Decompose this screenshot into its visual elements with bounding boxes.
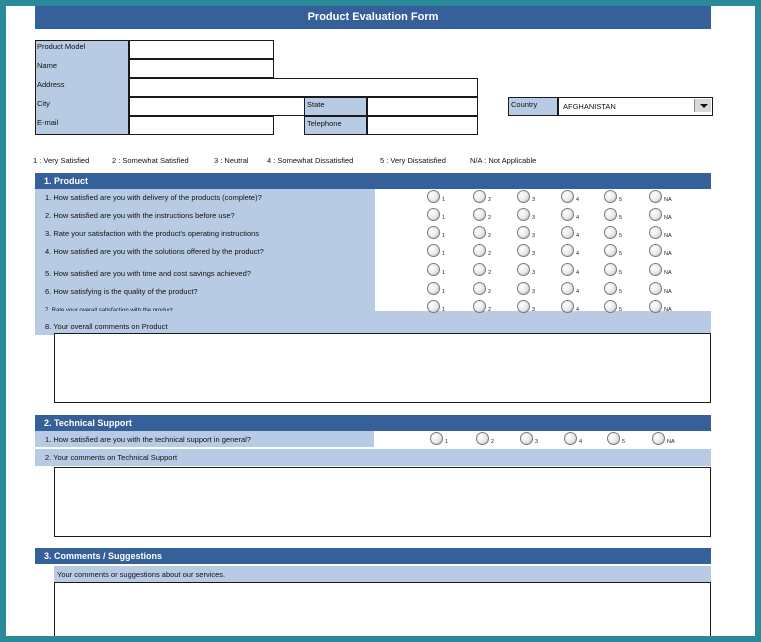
- address-input[interactable]: [129, 78, 478, 97]
- product-q7-radio-label-3: 3: [532, 307, 536, 313]
- product-q1-radio-label-4: 4: [576, 197, 580, 203]
- form-sheet: [6, 6, 755, 636]
- product-q3-radio-label-2: 2: [488, 233, 492, 239]
- product-q1-radio-3[interactable]: [517, 190, 530, 203]
- technical-q1-radio-label-na: NA: [667, 439, 675, 445]
- product-q2-radio-3[interactable]: [517, 208, 530, 221]
- label-email: E-mail: [37, 118, 59, 127]
- product-q5-radio-label-na: NA: [664, 270, 672, 276]
- product-q6-radio-label-2: 2: [488, 289, 492, 295]
- product-q6-radio-2[interactable]: [473, 282, 486, 295]
- legend-6: N/A : Not Applicable: [470, 156, 537, 165]
- product-comment-label: 8. Your overall comments on Product: [35, 318, 711, 335]
- product-q2-radio-label-4: 4: [576, 215, 580, 221]
- product-q4-radio-label-na: NA: [664, 251, 672, 257]
- product-q6-radio-4[interactable]: [561, 282, 574, 295]
- product-q3-radio-label-na: NA: [664, 233, 672, 239]
- product-q1-radio-label-1: 1: [442, 197, 446, 203]
- product-q5-radio-na[interactable]: [649, 263, 662, 276]
- product-question-3: 3. Rate your satisfaction with the product's operating instructions: [35, 225, 259, 242]
- technical-q1-radio-2[interactable]: [476, 432, 489, 445]
- product-q2-radio-1[interactable]: [427, 208, 440, 221]
- product-q4-radio-label-2: 2: [488, 251, 492, 257]
- technical-q1-radio-label-2: 2: [491, 439, 495, 445]
- product-q5-radio-4[interactable]: [561, 263, 574, 276]
- product-question-2: 2. How satisfied are you with the instructions before use?: [35, 207, 235, 224]
- product-q4-radio-label-5: 5: [619, 251, 623, 257]
- product-q2-radio-label-5: 5: [619, 215, 623, 221]
- product-q1-radio-2[interactable]: [473, 190, 486, 203]
- product-q7-radio-2[interactable]: [473, 300, 486, 313]
- product-q6-radio-label-3: 3: [532, 289, 536, 295]
- label-product-model: Product Model: [37, 42, 86, 51]
- product-q3-radio-label-4: 4: [576, 233, 580, 239]
- product-q3-radio-1[interactable]: [427, 226, 440, 239]
- product-q6-radio-label-na: NA: [664, 289, 672, 295]
- telephone-input[interactable]: [367, 116, 478, 135]
- section-comments-heading: 3. Comments / Suggestions: [35, 548, 711, 564]
- product-q7-radio-label-1: 1: [442, 307, 446, 313]
- legend-4: 4 : Somewhat Dissatisfied: [267, 156, 354, 165]
- technical-q1-radio-label-5: 5: [622, 439, 626, 445]
- product-q2-radio-label-3: 3: [532, 215, 536, 221]
- product-q7-radio-label-5: 5: [619, 307, 623, 313]
- product-q6-radio-label-1: 1: [442, 289, 446, 295]
- product-q4-radio-1[interactable]: [427, 244, 440, 257]
- product-q4-radio-3[interactable]: [517, 244, 530, 257]
- product-q1-radio-label-na: NA: [664, 197, 672, 203]
- product-q5-radio-label-5: 5: [619, 270, 623, 276]
- technical-q1-radio-label-4: 4: [579, 439, 583, 445]
- legend-3: 3 : Neutral: [214, 156, 249, 165]
- country-value: AFGHANISTAN: [563, 102, 616, 111]
- product-q3-radio-3[interactable]: [517, 226, 530, 239]
- technical-q1-radio-1[interactable]: [430, 432, 443, 445]
- product-q1-radio-na[interactable]: [649, 190, 662, 203]
- chevron-down-icon[interactable]: [694, 99, 711, 112]
- product-question-6: 6. How satisfying is the quality of the product?: [35, 283, 198, 300]
- product-q2-radio-2[interactable]: [473, 208, 486, 221]
- legend-2: 2 : Somewhat Satisfied: [112, 156, 189, 165]
- product-q1-radio-1[interactable]: [427, 190, 440, 203]
- product-q6-radio-label-4: 4: [576, 289, 580, 295]
- technical-comment-box[interactable]: [54, 467, 711, 537]
- comments-box[interactable]: [54, 582, 711, 636]
- product-model-input[interactable]: [129, 40, 274, 59]
- technical-q1-radio-label-3: 3: [535, 439, 539, 445]
- product-q1-radio-label-2: 2: [488, 197, 492, 203]
- product-q2-radio-label-2: 2: [488, 215, 492, 221]
- technical-q1-radio-3[interactable]: [520, 432, 533, 445]
- product-q3-radio-label-5: 5: [619, 233, 623, 239]
- product-comment-box[interactable]: [54, 333, 711, 403]
- product-q5-radio-label-1: 1: [442, 270, 446, 276]
- product-q3-radio-label-1: 1: [442, 233, 446, 239]
- product-question-4: 4. How satisfied are you with the solutions offered by the product?: [35, 243, 264, 260]
- comments-label: Your comments or suggestions about our services.: [54, 566, 711, 583]
- product-question-5: 5. How satisfied are you with time and cost savings achieved?: [35, 265, 251, 282]
- product-q5-radio-label-3: 3: [532, 270, 536, 276]
- product-q5-radio-label-4: 4: [576, 270, 580, 276]
- product-q2-radio-5[interactable]: [604, 208, 617, 221]
- product-q4-radio-label-3: 3: [532, 251, 536, 257]
- form-title: Product Evaluation Form: [35, 6, 711, 29]
- technical-comment-label: 2. Your comments on Technical Support: [35, 449, 711, 466]
- product-q7-radio-1[interactable]: [427, 300, 440, 313]
- legend-1: 1 : Very Satisfied: [33, 156, 90, 165]
- product-q4-radio-4[interactable]: [561, 244, 574, 257]
- product-q6-radio-3[interactable]: [517, 282, 530, 295]
- product-q2-radio-label-1: 1: [442, 215, 446, 221]
- product-q7-radio-na[interactable]: [649, 300, 662, 313]
- product-q6-radio-na[interactable]: [649, 282, 662, 295]
- product-q3-radio-2[interactable]: [473, 226, 486, 239]
- label-country: Country: [508, 97, 558, 116]
- technical-question-1: 1. How satisfied are you with the technical support in general?: [45, 435, 251, 444]
- product-q2-radio-label-na: NA: [664, 215, 672, 221]
- product-q7-radio-5[interactable]: [604, 300, 617, 313]
- product-q5-radio-1[interactable]: [427, 263, 440, 276]
- product-q6-radio-label-5: 5: [619, 289, 623, 295]
- product-q3-radio-na[interactable]: [649, 226, 662, 239]
- product-q4-radio-na[interactable]: [649, 244, 662, 257]
- product-q1-radio-label-5: 5: [619, 197, 623, 203]
- product-q1-radio-label-3: 3: [532, 197, 536, 203]
- technical-q1-radio-4[interactable]: [564, 432, 577, 445]
- product-q4-radio-2[interactable]: [473, 244, 486, 257]
- label-telephone: Telephone: [304, 116, 367, 135]
- product-q3-radio-label-3: 3: [532, 233, 536, 239]
- label-state: State: [304, 97, 367, 116]
- product-q1-radio-5[interactable]: [604, 190, 617, 203]
- technical-q1-radio-na[interactable]: [652, 432, 665, 445]
- product-q3-radio-4[interactable]: [561, 226, 574, 239]
- label-name: Name: [37, 61, 58, 70]
- product-q2-radio-4[interactable]: [561, 208, 574, 221]
- product-q4-radio-label-4: 4: [576, 251, 580, 257]
- product-q6-radio-5[interactable]: [604, 282, 617, 295]
- name-input[interactable]: [129, 59, 274, 78]
- product-q7-radio-label-na: NA: [664, 307, 672, 313]
- product-q5-radio-5[interactable]: [604, 263, 617, 276]
- section-technical-heading: 2. Technical Support: [35, 415, 711, 431]
- product-q7-radio-3[interactable]: [517, 300, 530, 313]
- product-q7-radio-label-2: 2: [488, 307, 492, 313]
- product-q1-radio-4[interactable]: [561, 190, 574, 203]
- technical-q1-radio-label-1: 1: [445, 439, 449, 445]
- country-select[interactable]: [558, 97, 713, 116]
- product-q7-radio-4[interactable]: [561, 300, 574, 313]
- product-q4-radio-5[interactable]: [604, 244, 617, 257]
- product-q3-radio-5[interactable]: [604, 226, 617, 239]
- email-input[interactable]: [129, 116, 274, 135]
- technical-q1-radio-5[interactable]: [607, 432, 620, 445]
- product-q4-radio-label-1: 1: [442, 251, 446, 257]
- legend-5: 5 : Very Dissatisfied: [380, 156, 446, 165]
- product-q5-radio-2[interactable]: [473, 263, 486, 276]
- section-product-heading: 1. Product: [35, 173, 711, 189]
- product-q5-radio-3[interactable]: [517, 263, 530, 276]
- label-address: Address: [37, 80, 65, 89]
- product-question-1: 1. How satisfied are you with delivery of the products (complete)?: [35, 189, 262, 206]
- state-input[interactable]: [367, 97, 478, 116]
- product-q5-radio-label-2: 2: [488, 270, 492, 276]
- product-q2-radio-na[interactable]: [649, 208, 662, 221]
- label-city: City: [37, 99, 50, 108]
- product-q6-radio-1[interactable]: [427, 282, 440, 295]
- product-q7-radio-label-4: 4: [576, 307, 580, 313]
- city-input[interactable]: [129, 97, 305, 116]
